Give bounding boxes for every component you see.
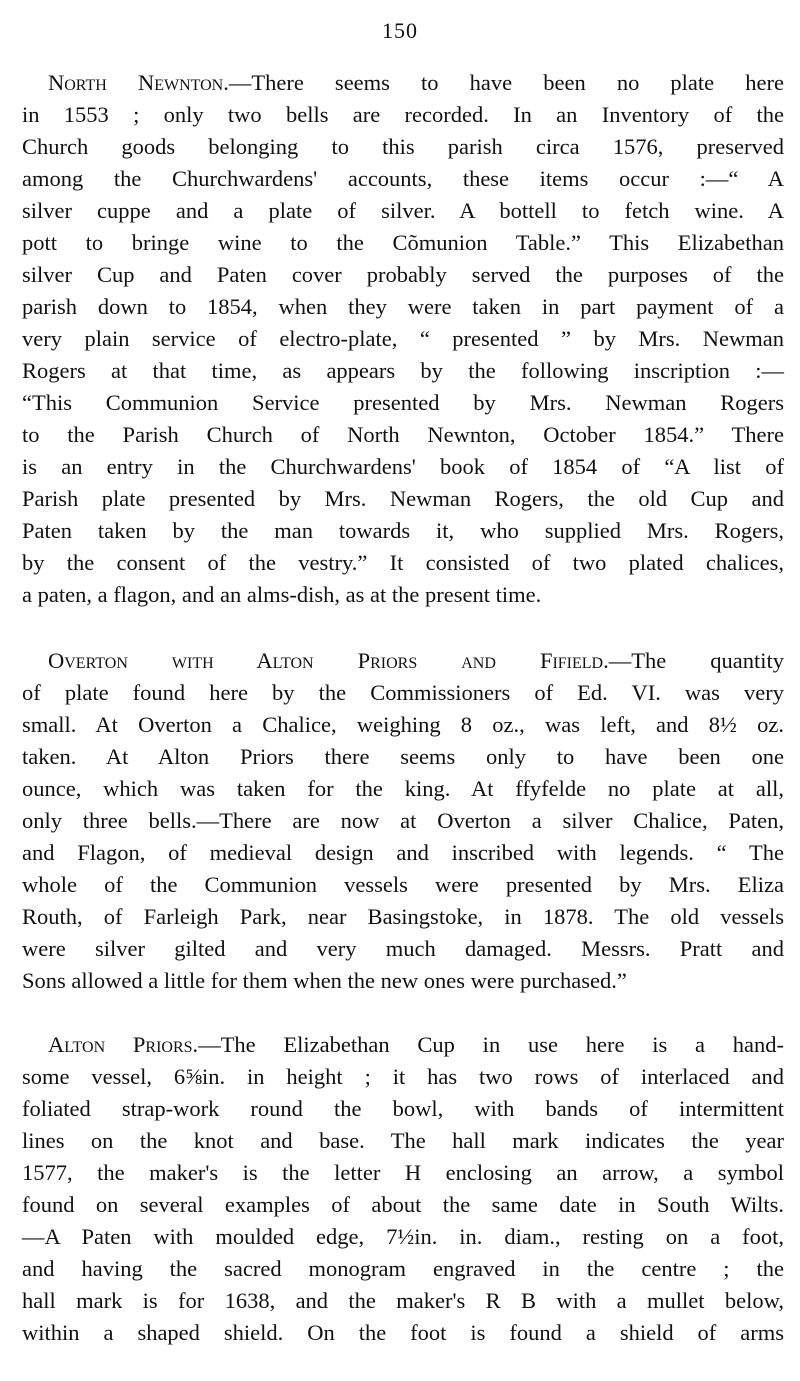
text-line: whole of the Communion vessels were presented by Mrs. Eliza [22, 872, 784, 897]
text-line: Church goods belonging to this parish circa 1576, preserved [22, 134, 784, 159]
paragraph-overton [22, 645, 784, 997]
text-line: Sons allowed a little for them when the new ones were purchased.” [22, 968, 627, 993]
page-number: 150 [382, 18, 418, 43]
text-line: Parish plate presented by Mrs. Newman Rogers, the old Cup and [22, 486, 784, 511]
text-line: very plain service of electro-plate, “ presented ” by Mrs. Newman [22, 326, 784, 351]
text-line: Paten taken by the man towards it, who supplied Mrs. Rogers, [22, 518, 784, 543]
text-line: some vessel, 6⅝in. in height ; it has two rows of interlaced and [22, 1064, 784, 1089]
text-line: taken. At Alton Priors there seems only to have been one [22, 744, 784, 769]
text-line: parish down to 1854, when they were taken in part payment of a [22, 294, 784, 319]
text-line: ounce, which was taken for the king. At ffyfelde no plate at all, [22, 776, 784, 801]
text-line: in 1553 ; only two bells are recorded. In an Inventory of the [22, 102, 784, 127]
paragraph-alton-priors [22, 1029, 784, 1349]
text-line: Alton Priors.—The Elizabethan Cup in use here is a hand- [48, 1032, 784, 1057]
text-line: of plate found here by the Commissioners of Ed. VI. was very [22, 680, 784, 705]
section-heading: Alton Priors. [48, 1032, 199, 1057]
text-line: foliated strap-work round the bowl, with bands of intermittent [22, 1096, 784, 1121]
text-line: silver cuppe and a plate of silver. A bottell to fetch wine. A [22, 198, 784, 223]
text-line: among the Churchwardens' accounts, these items occur :—“ A [22, 166, 784, 191]
text-line: within a shaped shield. On the foot is found a shield of arms [22, 1320, 784, 1345]
text-line: Rogers at that time, as appears by the following inscription :— [22, 358, 784, 383]
text-line: only three bells.—There are now at Overton a silver Chalice, Paten, [22, 808, 784, 833]
text-line: hall mark is for 1638, and the maker's R B with a mullet below, [22, 1288, 784, 1313]
section-heading: North Newnton. [48, 70, 229, 95]
text-line: —A Paten with moulded edge, 7½in. in. diam., resting on a foot, [22, 1224, 784, 1249]
text-line: is an entry in the Churchwardens' book of 1854 of “A list of [22, 454, 784, 479]
text-line: small. At Overton a Chalice, weighing 8 oz., was left, and 8½ oz. [22, 712, 784, 737]
text-line: by the consent of the vestry.” It consisted of two plated chalices, [22, 550, 784, 575]
text-line: pott to bringe wine to the Cõmunion Table.” This Elizabethan [22, 230, 784, 255]
text-line: and having the sacred monogram engraved in the centre ; the [22, 1256, 784, 1281]
text-line: and Flagon, of medieval design and inscribed with legends. “ The [22, 840, 784, 865]
text-line: 1577, the maker's is the letter H enclosing an arrow, a symbol [22, 1160, 784, 1185]
section-heading: Overton with Alton Priors and Fifield. [48, 648, 609, 673]
text-line: Routh, of Farleigh Park, near Basingstoke, in 1878. The old vessels [22, 904, 784, 929]
text-line: North Newnton.—There seems to have been no plate here [48, 70, 784, 95]
text-line: lines on the knot and base. The hall mark indicates the year [22, 1128, 784, 1153]
text-line: silver Cup and Paten cover probably served the purposes of the [22, 262, 784, 287]
paragraph-north-newnton [22, 67, 784, 611]
text-line: to the Parish Church of North Newnton, October 1854.” There [22, 422, 784, 447]
text-line: “This Communion Service presented by Mrs. Newman Rogers [22, 390, 784, 415]
text-line: Overton with Alton Priors and Fifield.—The quantity [48, 648, 784, 673]
text-line: found on several examples of about the same date in South Wilts. [22, 1192, 784, 1217]
text-line: were silver gilted and very much damaged. Messrs. Pratt and [22, 936, 784, 961]
text-line: a paten, a flagon, and an alms-dish, as at the present time. [22, 582, 542, 607]
